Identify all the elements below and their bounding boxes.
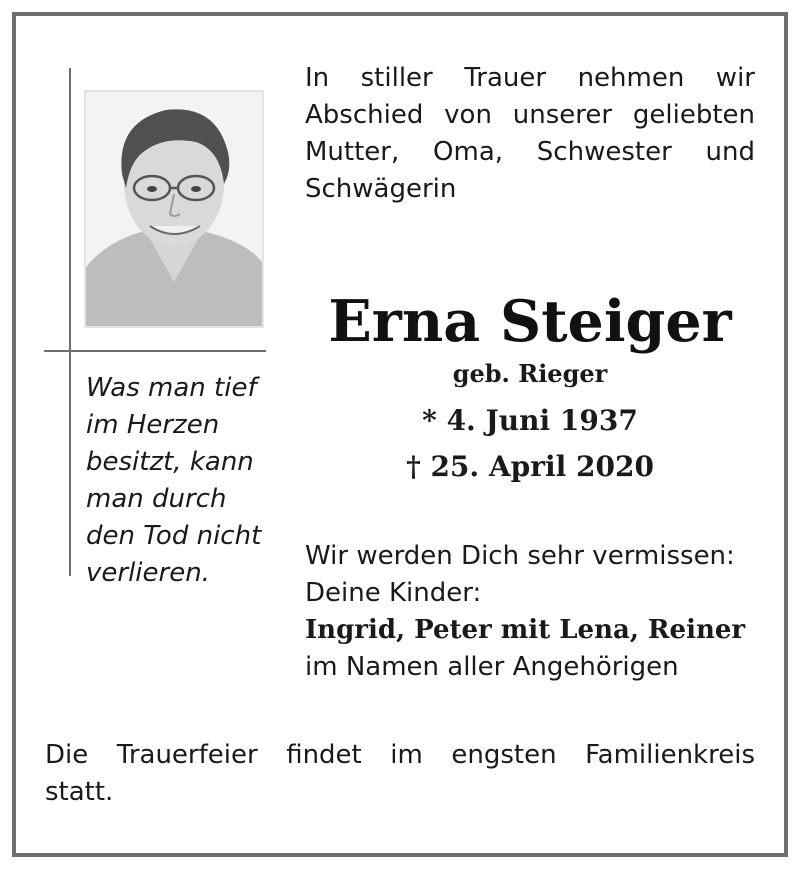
quote-line: verlieren. [86,558,210,588]
closing-line: Wir werden Dich sehr vermissen: [305,541,735,571]
notice-line: statt. [45,777,114,807]
closing-line: im Namen aller Angehörigen [305,652,679,682]
deceased-name: Erna Steiger [328,288,732,355]
quote-line: im Herzen [86,410,220,440]
intro-line: In stiller Trauer nehmen wir [305,63,755,93]
notice-line: Die Trauerfeier findet im engsten Familienkreis [45,740,755,770]
intro-text [305,60,755,208]
intro-line: Abschied von unserer geliebten [305,100,755,130]
intro-line: Schwägerin [305,174,457,204]
funeral-notice [45,737,755,811]
death-date: † 25. April 2020 [406,450,654,483]
maiden-name: geb. Rieger [452,359,608,388]
quote-line: Was man tief [86,373,257,403]
quote-line: besitzt, kann [86,447,254,477]
vertical-divider [69,68,71,576]
portrait-image [86,92,262,326]
children-names: Ingrid, Peter mit Lena, Reiner [305,615,746,645]
horizontal-divider [44,350,266,352]
family-signature [305,538,775,686]
memorial-quote [86,370,286,592]
portrait-photo [84,90,264,328]
quote-line: man durch [86,484,227,514]
quote-line: den Tod nicht [86,521,262,551]
birth-date: * 4. Juni 1937 [422,404,638,437]
closing-line: Deine Kinder: [305,578,482,608]
intro-line: Mutter, Oma, Schwester und [305,137,755,167]
